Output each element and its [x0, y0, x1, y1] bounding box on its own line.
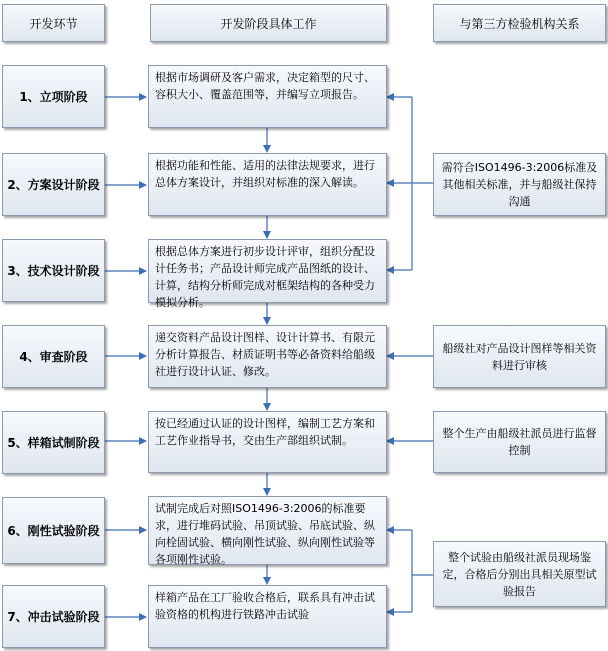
- work-box-2: [148, 153, 387, 216]
- work-box-5: [148, 411, 387, 473]
- relation-box-4: [433, 541, 606, 607]
- relation-text: 需符合ISO1496-3:2006标准及其他相关标准，并与船级社保持沟通: [441, 161, 598, 208]
- stage-box-1: [2, 65, 105, 128]
- relation-text: 整个试验由船级社派员现场鉴定，合格后分别出具相关原型试验报告: [442, 550, 597, 598]
- work-text: 根据市场调研及客户需求，决定箱型的尺寸、容积大小、覆盖范围等，并编写立项报告。: [155, 71, 375, 101]
- work-box-3: [148, 239, 387, 309]
- header-work: [150, 4, 387, 42]
- stage-box-6: [2, 497, 105, 564]
- stage-box-5: [2, 411, 105, 474]
- relation-text: 整个生产由船级社派员进行监督控制: [442, 427, 597, 457]
- work-text: 按已经通过认证的设计图样，编制工艺方案和工艺作业指导书，交由生产部组织试制。: [155, 417, 375, 447]
- header-work-label: 开发阶段具体工作: [220, 16, 317, 31]
- work-box-1: [148, 65, 387, 128]
- stage-box-3: [2, 239, 105, 302]
- relation-text: 船级社对产品设计图样等相关资料进行审核: [442, 341, 597, 372]
- header-relation: [433, 4, 606, 42]
- stage-label: 4、审查阶段: [19, 350, 88, 364]
- work-text: 递交资料产品设计图样、设计计算书、有限元分析计算报告、材质证明书等必备资料给船级社进行设计认证、修改。: [155, 331, 375, 378]
- stage-box-2: [2, 153, 105, 216]
- relation-box-3: [433, 411, 606, 473]
- relation-box-2: [433, 325, 606, 388]
- relation-box-1: [433, 153, 606, 216]
- header-stage-label: 开发环节: [29, 16, 78, 31]
- stage-label: 3、技术设计阶段: [7, 264, 100, 278]
- header-stage: [2, 4, 105, 42]
- stage-label: 7、冲击试验阶段: [7, 610, 100, 624]
- work-text: 样箱产品在工厂验收合格后，联系具有冲击试验资格的机构进行铁路冲击试验: [155, 591, 375, 621]
- stage-label: 2、方案设计阶段: [7, 178, 100, 192]
- work-box-7: [148, 585, 387, 648]
- stage-box-7: [2, 585, 105, 648]
- work-text: 试制完成后对照ISO1496-3:2006的标准要求，进行堆码试验、吊顶试验、吊底试验、纵向栓固试验、横向刚性试验、纵向刚性试验等各项刚性试验。: [155, 502, 375, 566]
- stage-label: 5、样箱试制阶段: [7, 436, 100, 450]
- header-relation-label: 与第三方检验机构关系: [459, 16, 580, 31]
- work-text: 根据总体方案进行初步设计评审，组织分配设计任务书；产品设计师完成产品图纸的设计、计算，结构分析师完成对框架结构的各种受力模拟分析。: [155, 245, 375, 309]
- work-box-6: [148, 496, 387, 565]
- stage-box-4: [2, 325, 105, 388]
- stage-label: 1、立项阶段: [19, 90, 88, 104]
- stage-label: 6、刚性试验阶段: [7, 524, 100, 538]
- work-box-4: [148, 325, 387, 388]
- work-text: 根据功能和性能、适用的法律法规要求，进行总体方案设计，并组织对标准的深入解读。: [155, 159, 375, 189]
